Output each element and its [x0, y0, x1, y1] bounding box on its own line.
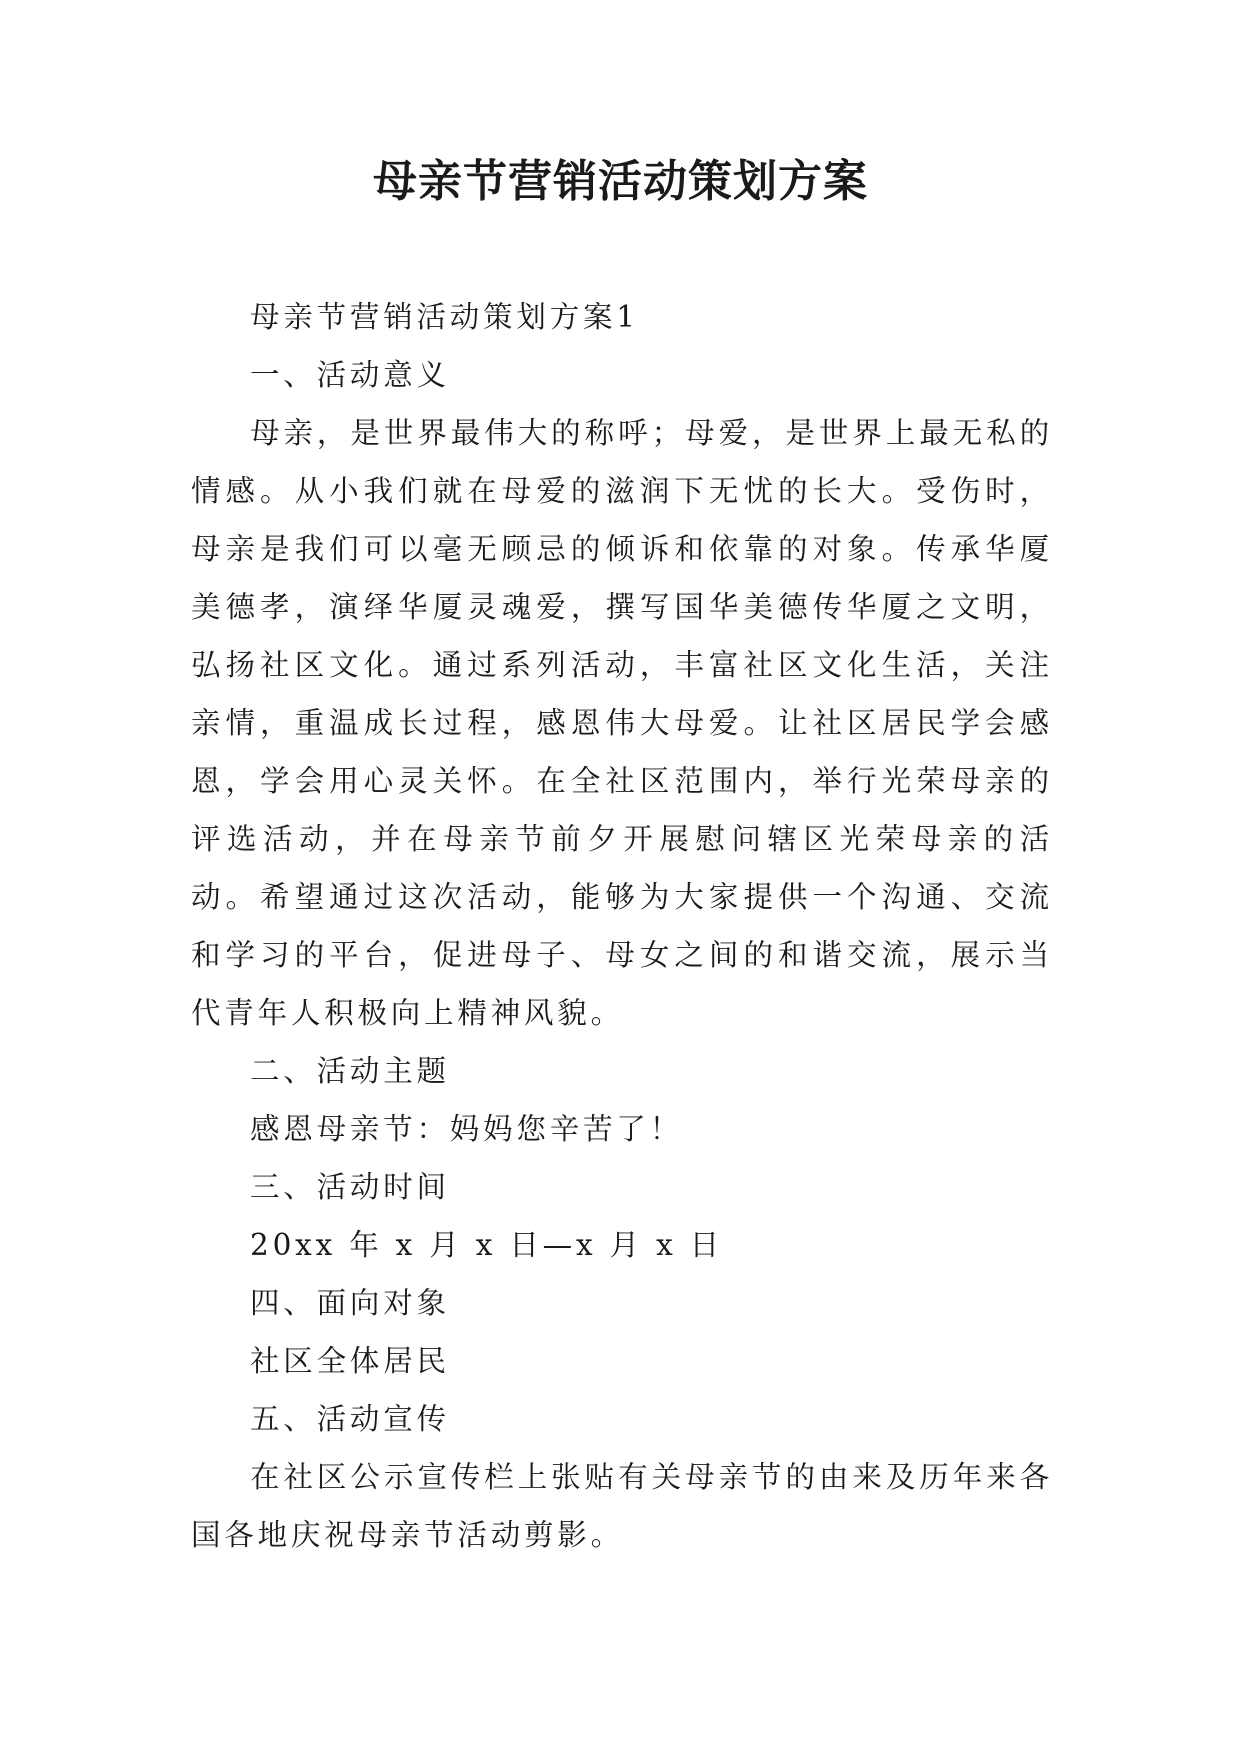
section-body-theme: 感恩母亲节：妈妈您辛苦了！	[250, 1112, 683, 1146]
subtitle: 母亲节营销活动策划方案1	[250, 300, 639, 334]
section-body-significance: 母亲，是世界最伟大的称呼；母爱，是世界上最无私的情感。从小我们就在母爱的滋润下无忧的长大。受伤时，母亲是我们可以毫无顾忌的倾诉和依靠的对象。传承华厦美德孝，演绎华厦灵魂爱，撰写国华美德传华厦之文明，弘扬社区文化。通过系列活动，丰富社区文化生活，关注亲情，重温成长过程，感恩伟大母爱。让社区居民学会感恩，学会用心灵关怀。在全社区范围内，举行光荣母亲的评选活动，并在母亲节前夕开展慰问辖区光荣母亲的活动。希望通过这次活动，能够为大家提供一个沟通、交流和学习的平台，促进母子、母女之间的和谐交流，展示当代青年人积极向上精神风貌。	[191, 416, 1053, 1030]
document-body	[191, 288, 1053, 1564]
section-body-time: 20xx 年 x 月 x 日—x 月 x 日	[250, 1228, 723, 1262]
section-heading-theme: 二、活动主题	[250, 1054, 450, 1088]
section-heading-time: 三、活动时间	[250, 1170, 450, 1204]
section-body-promotion: 在社区公示宣传栏上张贴有关母亲节的由来及历年来各国各地庆祝母亲节活动剪影。	[191, 1460, 1053, 1552]
section-heading-significance: 一、活动意义	[250, 358, 450, 392]
section-body-audience: 社区全体居民	[250, 1344, 450, 1378]
section-heading-promotion: 五、活动宣传	[250, 1402, 450, 1436]
document-title: 母亲节营销活动策划方案	[373, 156, 868, 207]
section-heading-audience: 四、面向对象	[250, 1286, 450, 1320]
